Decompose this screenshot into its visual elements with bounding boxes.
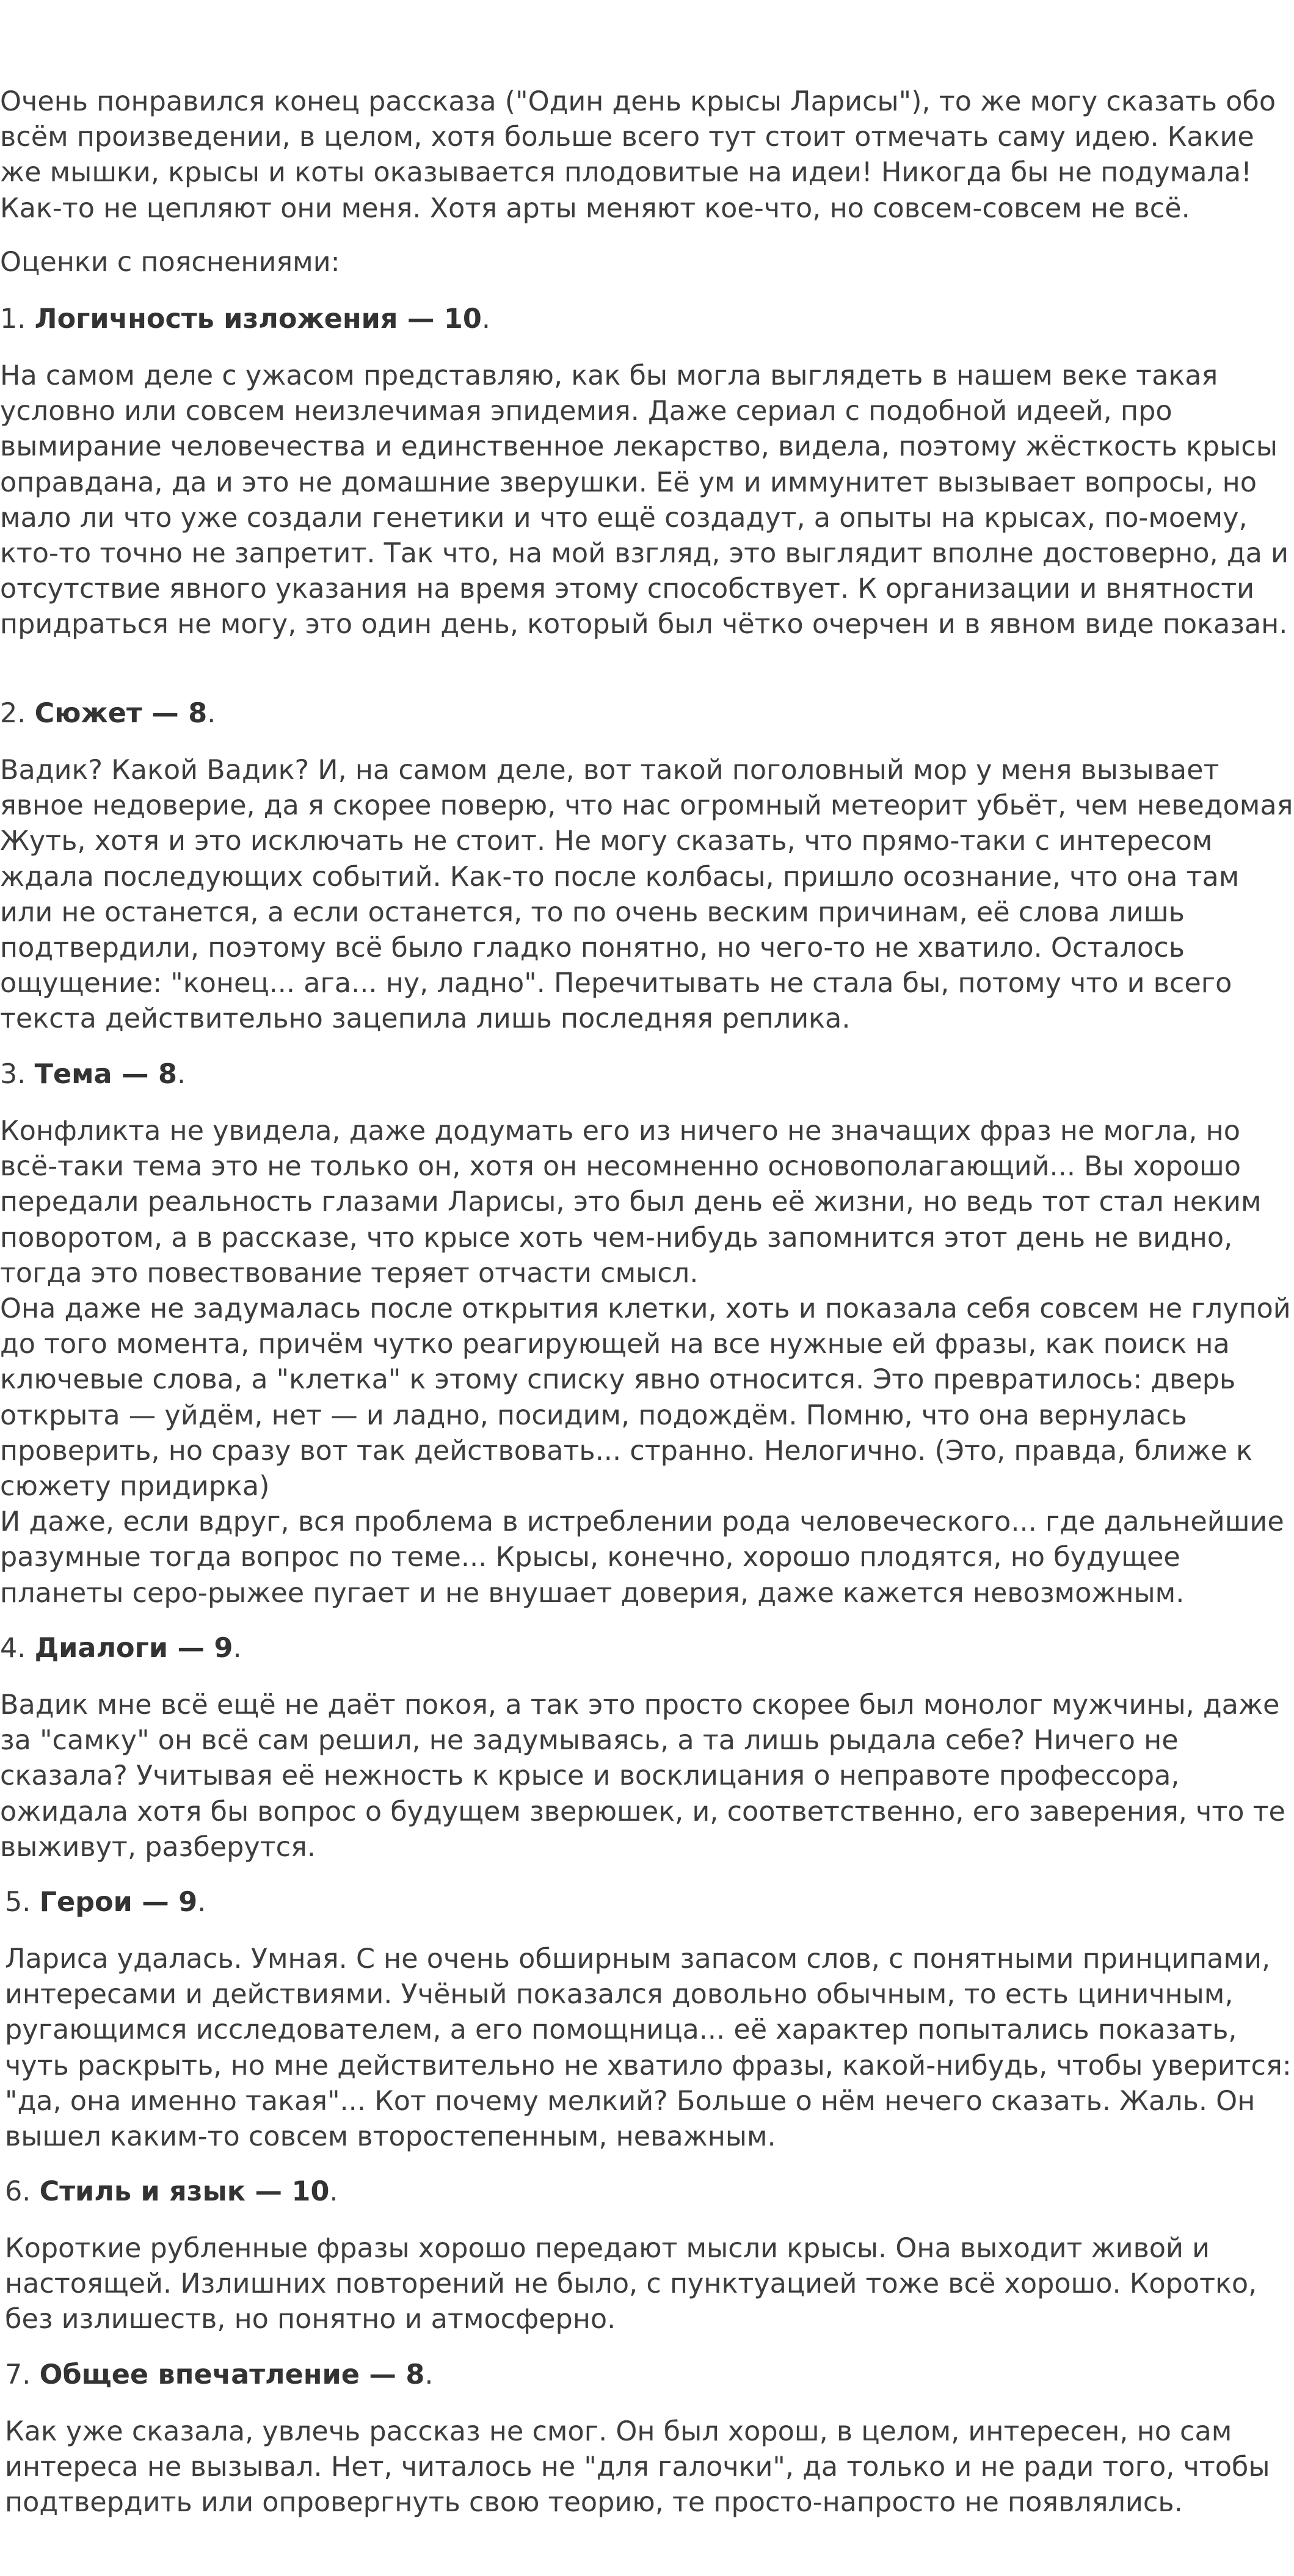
- criterion-number: 7.: [5, 2359, 40, 2390]
- criterion-title: Логичность изложения — 10: [34, 303, 482, 335]
- heading-period: .: [424, 2359, 434, 2390]
- criterion-number: 4.: [0, 1633, 35, 1664]
- criterion-1-heading: [0, 302, 1294, 337]
- criterion-6-body: [5, 2231, 1294, 2338]
- criterion-2-body: [0, 753, 1294, 1037]
- criterion-title: Диалоги — 9: [34, 1633, 233, 1664]
- heading-period: .: [177, 1059, 186, 1090]
- criterion-5-body: [5, 1942, 1294, 2155]
- criterion-number: 1.: [0, 303, 35, 335]
- criterion-paragraph: Конфликта не увидела, даже додумать его из ничего не значащих фраз не могла, но всё-таки тема это не только он, хотя он несомненно основополагающий... Вы хорошо передали реальность глазами Ларисы, это был день её жизни, но ведь тот стал неким поворотом, а в рассказе, что крысе хоть чем-нибудь запомнится этот день не видно, тогда это повествование теряет отчасти смысл.: [0, 1116, 1262, 1289]
- intro-text: Очень понравился конец рассказа ("Один день крысы Ларисы"), то же могу сказать обо всём произведении, в целом, хотя больше всего тут стоит отмечать саму идею. Какие же мышки, крысы и коты оказывается плодовитые на идеи! Никогда бы не подумала! Как-то не цепляют они меня. Хотя арты меняют кое-что, но совсем-совсем не всё.: [0, 86, 1276, 224]
- criterion-title: Общее впечатление — 8: [39, 2359, 425, 2390]
- criterion-title: Стиль и язык — 10: [39, 2176, 330, 2207]
- heading-period: .: [233, 1633, 242, 1664]
- criterion-1-body: [0, 358, 1294, 643]
- criterion-4-heading: [0, 1631, 1294, 1666]
- criterion-paragraph: Короткие рубленные фразы хорошо передают мысли крысы. Она выходит живой и настоящей. Излишних повторений не было, с пунктуацией тоже всё хорошо. Коротко, без излишеств, но понятно и атмосферно.: [5, 2233, 1257, 2335]
- criterion-6-heading: [5, 2174, 1294, 2210]
- heading-period: .: [197, 1887, 206, 1918]
- criterion-7-heading: [5, 2357, 1294, 2393]
- criterion-number: 2.: [0, 698, 35, 729]
- criterion-2-heading: [0, 696, 1294, 731]
- criterion-4-body: [0, 1688, 1294, 1865]
- criterion-paragraph: Она даже не задумалась после открытия клетки, хоть и показала себя совсем не глупой до того момента, причём чутко реагирующей на все нужные ей фразы, как поиск на ключевые слова, а "клетка" к этому списку явно относится. Это превратилось: дверь открыта — уйдём, нет — и ладно, посидим, подождём. Помню, что она вернулась проверить, но сразу вот так действовать... странно. Нелогично. (Это, правда, ближе к сюжету придирка): [0, 1293, 1291, 1503]
- heading-period: .: [481, 303, 490, 335]
- heading-period: .: [207, 698, 216, 729]
- criterion-7-body: [5, 2414, 1294, 2521]
- criterion-3-heading: [0, 1057, 1294, 1092]
- criterion-5-heading: [5, 1885, 1294, 1920]
- criterion-title: Тема — 8: [34, 1059, 177, 1090]
- ratings-caption: [0, 245, 1294, 280]
- criterion-paragraph: И даже, если вдруг, вся проблема в истреблении рода человеческого... где дальнейшие разумные тогда вопрос по теме... Крысы, конечно, хорошо плодятся, но будущее планеты серо-рыжее пугает и не внушает доверия, даже кажется невозможным.: [0, 1506, 1284, 1609]
- criterion-number: 6.: [5, 2176, 40, 2207]
- criterion-3-body: [0, 1114, 1294, 1611]
- criterion-paragraph: Как уже сказала, увлечь рассказ не смог. Он был хорош, в целом, интересен, но сам интереса не вызывал. Нет, читалось не "для галочки", да только и не ради того, чтобы подтвердить или опровергнуть свою теорию, те просто-напросто не появлялись.: [5, 2416, 1270, 2519]
- criterion-number: 3.: [0, 1059, 35, 1090]
- criterion-paragraph: Вадик? Какой Вадик? И, на самом деле, вот такой поголовный мор у меня вызывает явное недоверие, да я скорее поверю, что нас огромный метеорит убьёт, чем неведомая Жуть, хотя и это исключать не стоит. Не могу сказать, что прямо-таки с интересом ждала последующих событий. Как-то после колбасы, пришло осознание, что она там или не останется, а если останется, то по очень веским причинам, её слова лишь подтвердили, поэтому всё было гладко понятно, но чего-то не хватило. Осталось ощущение: "конец... ага... ну, ладно". Перечитывать не стала бы, потому что и всего текста действительно зацепила лишь последняя реплика.: [0, 755, 1293, 1035]
- criterion-paragraph: На самом деле с ужасом представляю, как бы могла выглядеть в нашем веке такая условно или совсем неизлечимая эпидемия. Даже сериал с подобной идеей, про вымирание человечества и единственное лекарство, видела, поэтому жёсткость крысы оправдана, да и это не домашние зверушки. Её ум и иммунитет вызывает вопросы, но мало ли что уже создали генетики и что ещё создадут, а опыты на крысах, по-моему, кто-то точно не запретит. Так что, на мой взгляд, это выглядит вполне достоверно, да и отсутствие явного указания на время этому способствует. К организации и внятности придраться не могу, это один день, который был чётко очерчен и в явном виде показан.: [0, 360, 1289, 640]
- criterion-title: Сюжет — 8: [34, 698, 208, 729]
- criterion-paragraph: Лариса удалась. Умная. С не очень обширным запасом слов, с понятными принципами, интересами и действиями. Учёный показался довольно обычным, то есть циничным, ругающимся исследователем, а его помощница... её характер попытались показать, чуть раскрыть, но мне действительно не хватило фразы, какой-нибудь, чтобы уверится: "да, она именно такая"... Кот почему мелкий? Больше о нём нечего сказать. Жаль. Он вышел каким-то совсем второстепенным, неважным.: [5, 1943, 1292, 2153]
- criterion-number: 5.: [5, 1887, 40, 1918]
- ratings-caption-text: Оценки с пояснениями:: [0, 247, 340, 278]
- intro-paragraph: [0, 84, 1294, 227]
- criterion-paragraph: Вадик мне всё ещё не даёт покоя, а так это просто скорее был монолог мужчины, даже за "самку" он всё сам решил, не задумываясь, а та лишь рыдала себе? Ничего не сказала? Учитывая её нежность к крысе и восклицания о неправоте профессора, ожидала хотя бы вопрос о будущем зверюшек, и, соответственно, его заверения, что те выживут, разберутся.: [0, 1689, 1285, 1863]
- criterion-title: Герои — 9: [39, 1887, 198, 1918]
- heading-period: .: [329, 2176, 338, 2207]
